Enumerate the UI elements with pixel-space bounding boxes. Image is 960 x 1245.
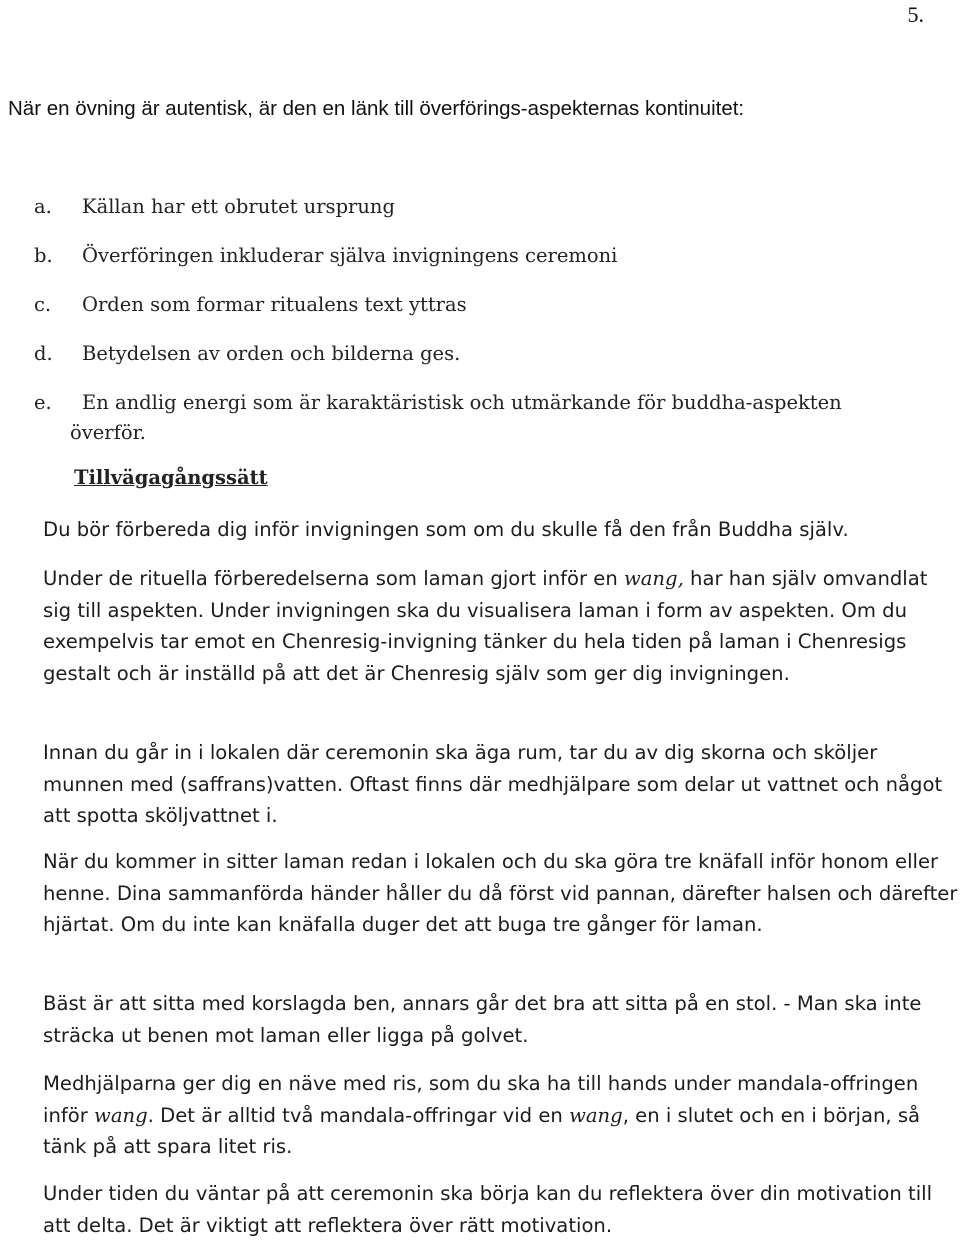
- paragraph-visualization: [43, 563, 958, 689]
- list-marker: d.: [34, 342, 53, 365]
- section-heading: Tillvägagångssätt: [74, 466, 268, 489]
- text-run: Under de rituella förberedelserna som laman gjort inför en: [43, 567, 624, 590]
- text-run: . Det är alltid två mandala-offringar vid en: [147, 1103, 570, 1127]
- emphasis-wang: wang: [569, 1103, 623, 1127]
- list-item-text: Källan har ett obrutet ursprung: [82, 195, 395, 218]
- list-item-text: Orden som formar ritualens text yttras: [82, 293, 467, 316]
- paragraph-prostrations: När du kommer in sitter laman redan i lokalen och du ska göra tre knäfall inför honom eller henne. Dina sammanförda händer håller du då först vid pannan, därefter halsen och därefter hjärtat. Om du inte kan knäfalla duger det att buga tre gånger för laman.: [43, 850, 958, 936]
- list-item-continuation: överför.: [70, 421, 146, 444]
- text-run: , en i slutet och en i början, så tänk på att spara litet ris.: [43, 1103, 921, 1158]
- list-item: [34, 388, 934, 448]
- paragraph-motivation: Under tiden du väntar på att ceremonin ska börja kan du reflektera över din motivation till att delta. Det är viktigt att reflektera över rätt motivation.: [43, 1182, 933, 1237]
- text-run: Medhjälparna ger dig en näve med ris, som du ska ha till hands under mandala-offringen inför: [43, 1072, 919, 1127]
- list-marker: a.: [34, 195, 52, 218]
- paragraph-preparation: Du bör förbereda dig inför invigningen som om du skulle få den från Buddha själv.: [43, 518, 849, 541]
- list-item-text: Överföringen inkluderar själva invigningens ceremoni: [82, 244, 618, 267]
- text-run: har han själv omvandlat sig till aspekten. Under invigningen ska du visualisera laman i form av aspekten. Om du exempelvis tar emot en Chenresig-invigning tänker du hela tiden på laman i Chenresigs gestalt och är inställd på att det är Chenresig själv som ger dig invigningen.: [43, 567, 928, 685]
- list-item-text: En andlig energi som är karaktäristisk och utmärkande för buddha-aspekten: [82, 391, 842, 414]
- list-item: [34, 241, 934, 271]
- emphasis-wang: wang,: [623, 567, 684, 590]
- list-item-text: Betydelsen av orden och bilderna ges.: [82, 342, 461, 365]
- aspect-list: [34, 192, 934, 467]
- list-marker: c.: [34, 293, 52, 316]
- list-marker: e.: [34, 391, 52, 414]
- intro-paragraph: När en övning är autentisk, är den en länk till överförings-aspekternas kontinuitet:: [8, 97, 745, 120]
- paragraph-entering: Innan du går in i lokalen där ceremonin ska äga rum, tar du av dig skorna och sköljer munnen med (saffrans)vatten. Oftast finns där medhjälpare som delar ut vattnet och något att spotta sköljvattnet i.: [43, 741, 943, 827]
- list-item: [34, 192, 934, 222]
- list-item: [34, 290, 934, 320]
- emphasis-wang: wang: [94, 1103, 148, 1127]
- list-marker: b.: [34, 244, 53, 267]
- page-number: 5.: [907, 2, 924, 27]
- paragraph-sitting: Bäst är att sitta med korslagda ben, annars går det bra att sitta på en stol. - Man ska inte sträcka ut benen mot laman eller ligga på golvet.: [43, 992, 922, 1047]
- list-item: [34, 339, 934, 369]
- paragraph-mandala: [43, 1068, 958, 1163]
